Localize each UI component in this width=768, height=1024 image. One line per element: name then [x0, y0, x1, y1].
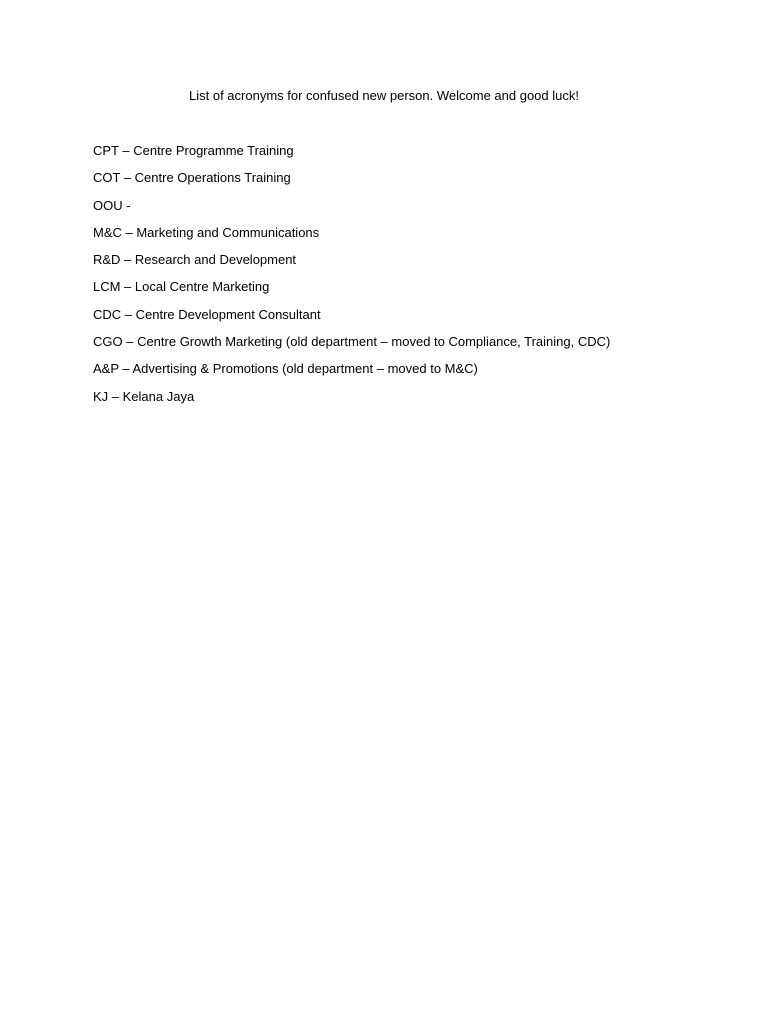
acronym-entry-cpt: CPT – Centre Programme Training	[93, 143, 294, 158]
acronym-entry-cot: COT – Centre Operations Training	[93, 170, 291, 186]
acronym-entry-mc: M&C – Marketing and Communications	[93, 224, 320, 240]
acronym-entry-cdc: CDC – Centre Development Consultant	[93, 306, 321, 322]
acronym-entry-cgo: CGO – Centre Growth Marketing (old department – moved to Compliance, Training, CDC)	[93, 334, 611, 350]
acronym-entry-rd: R&D – Research and Development	[93, 252, 297, 268]
document-title: List of acronyms for confused new person. Welcome and good luck!	[189, 88, 579, 103]
acronym-entry-kj: KJ – Kelana Jaya	[93, 388, 195, 404]
acronym-list	[93, 142, 610, 415]
acronym-entry-lcm: LCM – Local Centre Marketing	[93, 279, 270, 295]
acronym-entry-oou: OOU -	[93, 197, 131, 213]
acronym-entry-ap: A&P – Advertising & Promotions (old department – moved to M&C)	[93, 361, 478, 377]
